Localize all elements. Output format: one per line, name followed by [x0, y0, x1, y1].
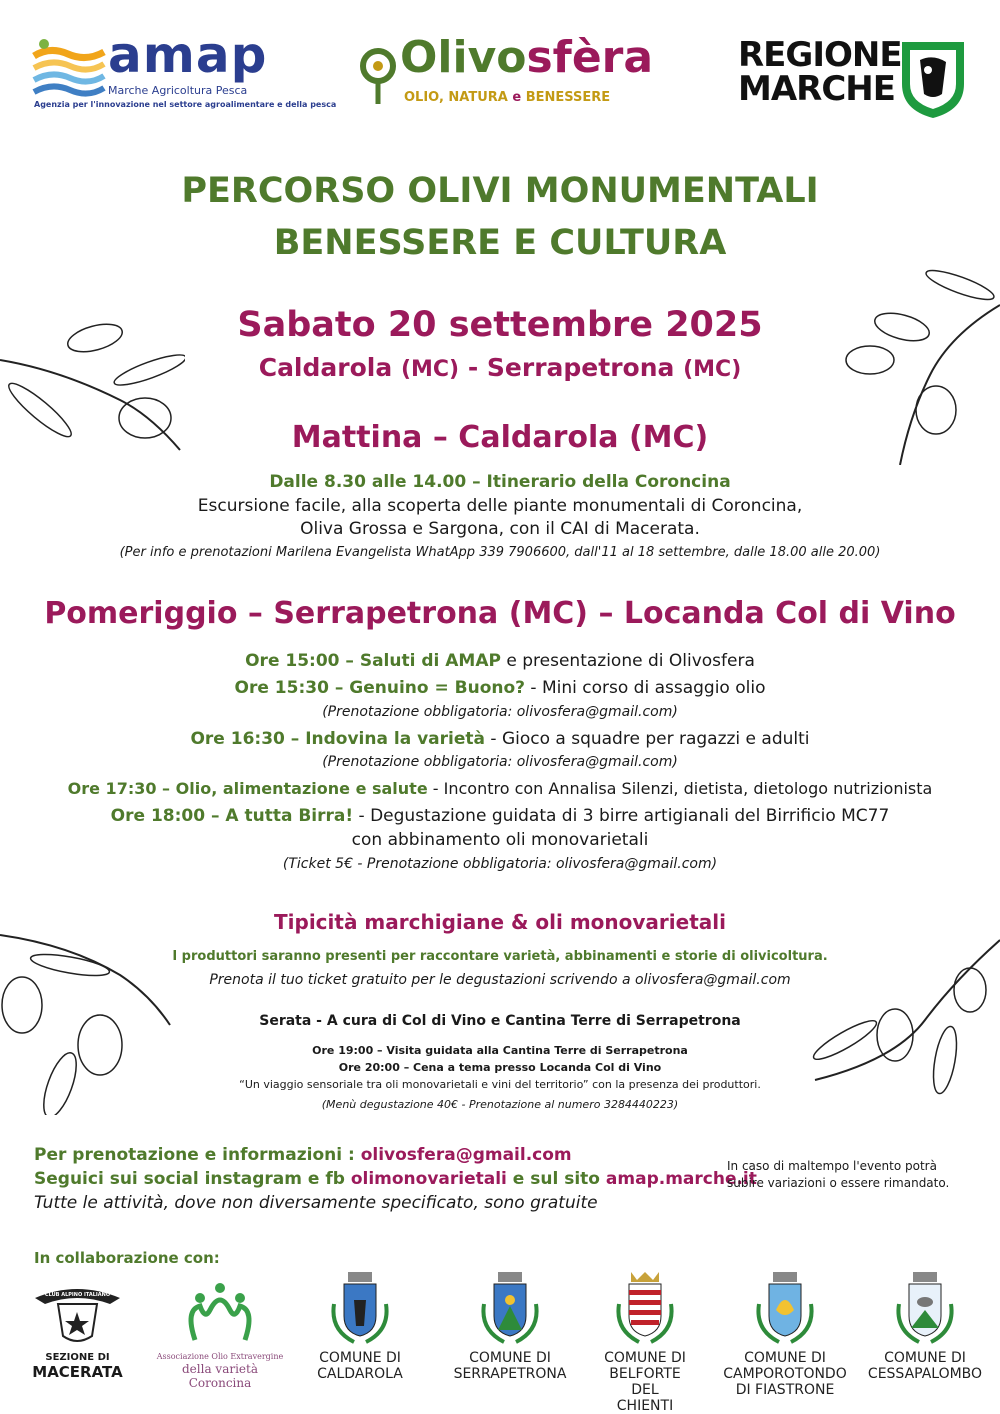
event-1530: Ore 15:30 – Genuino = Buono? - Mini corso di assaggio olio [234, 678, 766, 698]
olivosfera-wordmark: Olivosfèra [400, 32, 654, 83]
contact-email-link[interactable]: olivosfera@gmail.com [360, 1145, 572, 1165]
regione-shield-icon [898, 38, 968, 120]
morning-time: Dalle 8.30 alle 14.00 – Itinerario della Coroncina [269, 472, 731, 492]
morning-desc-1: Escursione facile, alla scoperta delle piante monumentali di Coroncina, [197, 496, 803, 516]
cessapalombo-crest-icon [865, 1270, 985, 1346]
tipicita-line-1: I produttori saranno presenti per raccontare varietà, abbinamenti e storie di olivicoltura. [172, 949, 828, 964]
amap-tagline: Agenzia per l'innovazione nel settore agroalimentare e della pesca [34, 100, 337, 109]
serata-line-4: (Menù degustazione 40€ - Prenotazione al numero 3284440223) [321, 1098, 679, 1111]
event-1500: Ore 15:00 – Saluti di AMAP e presentazione di Olivosfera [245, 651, 755, 671]
belforte-crest-icon [595, 1270, 695, 1346]
olivosfera-tagline: OLIO, NATURA e BENESSERE [404, 90, 611, 105]
event-1800-note: (Ticket 5€ - Prenotazione obbligatoria: olivosfera@gmail.com) [282, 856, 718, 872]
serata-line-2: Ore 20:00 – Cena a tema presso Locanda Col di Vino [338, 1061, 662, 1074]
serata-line-1: Ore 19:00 – Visita guidata alla Cantina Terre di Serrapetrona [312, 1044, 688, 1057]
assoc-line-1: Associazione Olio Extravergine [156, 1352, 284, 1361]
page-title: PERCORSO OLIVI MONUMENTALI BENESSERE E CULTURA [181, 171, 819, 263]
comune-serrapetrona: COMUNE DI SERRAPETRONA [450, 1270, 570, 1382]
event-date: Sabato 20 settembre 2025 [237, 305, 763, 345]
social-line: Seguici sui social instagram e fb olimonovarietali e sul sito amap.marche.it [34, 1169, 757, 1189]
olivosfera-logo [360, 32, 660, 118]
comune-belforte: COMUNE DI BELFORTE DEL CHIENTI [595, 1270, 695, 1414]
amap-subtitle: Marche Agricoltura Pesca [108, 84, 248, 97]
assoc-coroncina-logo [155, 1280, 285, 1390]
comune-caldarola: COMUNE DI CALDAROLA [310, 1270, 410, 1382]
weather-note: In caso di maltempo l'evento potrà subire variazioni o essere rimandato. [727, 1159, 950, 1190]
event-1800: Ore 18:00 – A tutta Birra! - Degustazione guidata di 3 birre artigianali del Birrificio MC77 [110, 806, 890, 826]
tipicita-line-2: Prenota il tuo ticket gratuito per le degustazioni scrivendo a olivosfera@gmail.com [209, 972, 791, 988]
comune-cessapalombo: COMUNE DI CESSAPALOMBO [865, 1270, 985, 1382]
afternoon-heading: Pomeriggio – Serrapetrona (MC) – Locanda Col di Vino [44, 596, 956, 631]
site-link[interactable]: amap.marche.it [605, 1169, 757, 1189]
tipicita-heading: Tipicità marchigiane & oli monovarietali [274, 910, 726, 934]
serrapetrona-crest-icon [450, 1270, 570, 1346]
camporotondo-crest-icon [720, 1270, 850, 1346]
cai-line-1: SEZIONE DI [45, 1352, 110, 1363]
cai-eagle-icon [30, 1280, 125, 1350]
event-1630: Ore 16:30 – Indovina la varietà - Gioco a squadre per ragazzi e adulti [190, 729, 810, 749]
assoc-line-2: della varietà Coroncina [181, 1362, 258, 1390]
crown-icon [155, 1280, 285, 1350]
free-note: Tutte le attività, dove non diversamente specificato, sono gratuite [34, 1193, 598, 1213]
collab-label: In collaborazione con: [34, 1249, 220, 1267]
event-location: Caldarola (MC) - Serrapetrona (MC) [258, 353, 742, 382]
cai-line-2: MACERATA [32, 1363, 123, 1381]
event-1530-note: (Prenotazione obbligatoria: olivosfera@gmail.com) [322, 704, 678, 720]
amap-wordmark: amap [108, 26, 268, 84]
regione-marche-logo [738, 35, 968, 123]
event-1800-desc: con abbinamento oli monovarietali [351, 830, 649, 850]
event-1730: Ore 17:30 – Olio, alimentazione e salute - Incontro con Annalisa Silenzi, dietista, dietologo nutrizionista [67, 779, 933, 798]
amap-logo [30, 26, 337, 115]
olive-drop-icon [360, 42, 400, 112]
serata-heading: Serata - A cura di Col di Vino e Cantina Terre di Serrapetrona [259, 1013, 741, 1029]
amap-waves-icon [30, 34, 108, 104]
contact-line: Per prenotazione e informazioni : olivosfera@gmail.com [34, 1145, 572, 1165]
social-handle-link[interactable]: olimonovarietali [350, 1169, 507, 1189]
event-1630-note: (Prenotazione obbligatoria: olivosfera@gmail.com) [322, 754, 678, 770]
serata-line-3: “Un viaggio sensoriale tra oli monovarietali e vini del territorio” con la presenza dei produttori. [239, 1078, 761, 1091]
comune-camporotondo: COMUNE DI CAMPOROTONDO DI FIASTRONE [720, 1270, 850, 1398]
cai-logo: CLUB ALPINO ITALIANO SEZIONE DI MACERATA [30, 1280, 125, 1380]
morning-desc-2: Oliva Grossa e Sargona, con il CAI di Macerata. [300, 519, 700, 539]
morning-info: (Per info e prenotazioni Marilena Evangelista WhatApp 339 7906600, dall'11 al 18 settembre, dalle 18.00 alle 20.00) [119, 545, 881, 560]
caldarola-crest-icon [310, 1270, 410, 1346]
morning-heading: Mattina – Caldarola (MC) [291, 420, 709, 455]
regione-marche-wordmark: REGIONE MARCHE [738, 35, 902, 109]
